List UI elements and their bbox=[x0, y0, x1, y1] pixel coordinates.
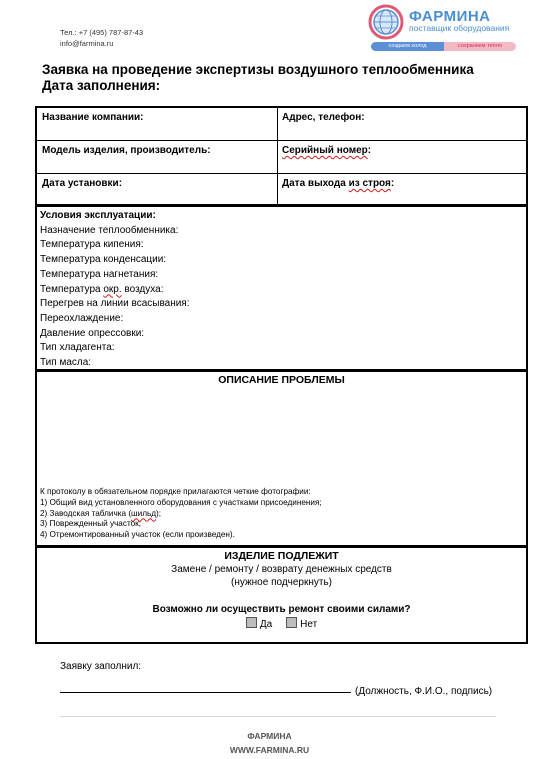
install-date-field[interactable]: Дата установки: bbox=[37, 174, 278, 204]
no-checkbox[interactable] bbox=[286, 617, 297, 628]
ambient-label: Температура bbox=[40, 283, 104, 295]
test-pressure-field[interactable]: Давление опрессовки: bbox=[40, 327, 145, 339]
disposition-options[interactable]: Замене / ремонту / возврату денежных средств bbox=[171, 564, 392, 575]
document-title bbox=[42, 62, 474, 94]
problem-heading: ОПИСАНИЕ ПРОБЛЕМЫ bbox=[218, 374, 345, 386]
signature-line[interactable] bbox=[60, 692, 351, 693]
discharge-temp-field[interactable]: Температура нагнетания: bbox=[40, 268, 159, 280]
yes-option[interactable] bbox=[246, 617, 272, 631]
operating-conditions-section bbox=[35, 205, 528, 371]
serial-label: Серийный номер bbox=[282, 145, 368, 156]
yes-label: Да bbox=[259, 619, 273, 630]
failure-label-underlined: из строя bbox=[348, 178, 391, 189]
address-phone-field[interactable]: Адрес, телефон: bbox=[282, 112, 365, 123]
list-item bbox=[40, 509, 322, 520]
yes-checkbox[interactable] bbox=[246, 617, 257, 628]
phone-text: Тел.: +7 (495) 787-87-43 bbox=[60, 28, 144, 37]
ambient-label-end: воздуха: bbox=[121, 283, 164, 295]
company-logo bbox=[366, 2, 518, 52]
purpose-field[interactable]: Назначение теплообменника: bbox=[40, 224, 179, 236]
conditions-heading: Условия эксплуатации: bbox=[40, 210, 156, 221]
notes-intro: К протоколу в обязательном порядке прилагаются четкие фотографии: bbox=[40, 487, 311, 496]
failure-date-field[interactable] bbox=[278, 174, 526, 204]
filled-by-label: Заявку заполнил: bbox=[60, 661, 142, 672]
signature-hint: (Должность, Ф.И.О., подпись) bbox=[355, 686, 493, 697]
list-item-text: 2) Заводская табличка ( bbox=[40, 508, 132, 518]
email-link[interactable]: info@farmina.ru bbox=[60, 39, 114, 48]
ambient-abbrev: окр. bbox=[103, 283, 122, 295]
failure-label: Дата выхода bbox=[282, 178, 349, 189]
tag-cold: создаем холод bbox=[371, 42, 444, 51]
footer-website[interactable]: WWW.FARMINA.RU bbox=[229, 745, 310, 755]
oil-type-field[interactable]: Тип масла: bbox=[40, 357, 92, 369]
logo-name: ФАРМИНА bbox=[409, 8, 491, 25]
list-item: 4) Отремонтированный участок (если произведен). bbox=[40, 530, 235, 540]
table-row bbox=[37, 108, 526, 141]
globe-icon bbox=[366, 2, 406, 42]
problem-description-section[interactable] bbox=[35, 370, 528, 547]
self-repair-options bbox=[37, 617, 526, 631]
refrigerant-type-field[interactable]: Тип хладагента: bbox=[40, 342, 115, 354]
boiling-temp-field[interactable]: Температура кипения: bbox=[40, 239, 144, 251]
serial-colon: : bbox=[367, 145, 372, 156]
ambient-temp-field[interactable] bbox=[40, 283, 523, 298]
logo-subtitle: поставщик оборудования bbox=[409, 23, 510, 33]
general-info-table bbox=[35, 106, 528, 206]
subcooling-field[interactable]: Переохлаждение: bbox=[40, 312, 124, 324]
no-label: Нет bbox=[300, 619, 318, 630]
list-item-text-end: ); bbox=[156, 508, 162, 518]
title-line: Заявка на проведение экспертизы воздушного теплообменника bbox=[42, 62, 474, 77]
fill-date-label: Дата заполнения: bbox=[42, 78, 161, 93]
serial-number-field[interactable] bbox=[278, 141, 526, 173]
table-row bbox=[37, 141, 526, 174]
list-item-underlined: шильд bbox=[131, 508, 157, 518]
disposition-heading: ИЗДЕЛИЕ ПОДЛЕЖИТ bbox=[224, 550, 339, 562]
condensing-temp-field[interactable]: Температура конденсации: bbox=[40, 254, 167, 266]
self-repair-question: Возможно ли осуществить ремонт своими силами? bbox=[152, 604, 411, 615]
no-option[interactable] bbox=[286, 617, 317, 631]
list-item: 1) Общий вид установленного оборудования с участками присоединения; bbox=[40, 497, 322, 507]
tag-warm: сохраняем тепло bbox=[444, 42, 516, 51]
company-name-field[interactable]: Название компании: bbox=[37, 108, 278, 140]
table-row bbox=[37, 174, 526, 204]
superheat-field[interactable]: Перегрев на линии всасывания: bbox=[40, 298, 190, 310]
failure-colon: : bbox=[390, 178, 395, 189]
footer-company: ФАРМИНА bbox=[247, 731, 292, 741]
disposition-hint: (нужное подчеркнуть) bbox=[230, 577, 333, 588]
list-item: 3) Поврежденный участок; bbox=[40, 519, 142, 529]
contact-info bbox=[60, 27, 143, 49]
footer-divider bbox=[60, 716, 496, 717]
photo-requirements bbox=[40, 487, 322, 541]
model-manufacturer-field[interactable]: Модель изделия, производитель: bbox=[37, 141, 278, 173]
product-disposition-section bbox=[35, 546, 528, 644]
